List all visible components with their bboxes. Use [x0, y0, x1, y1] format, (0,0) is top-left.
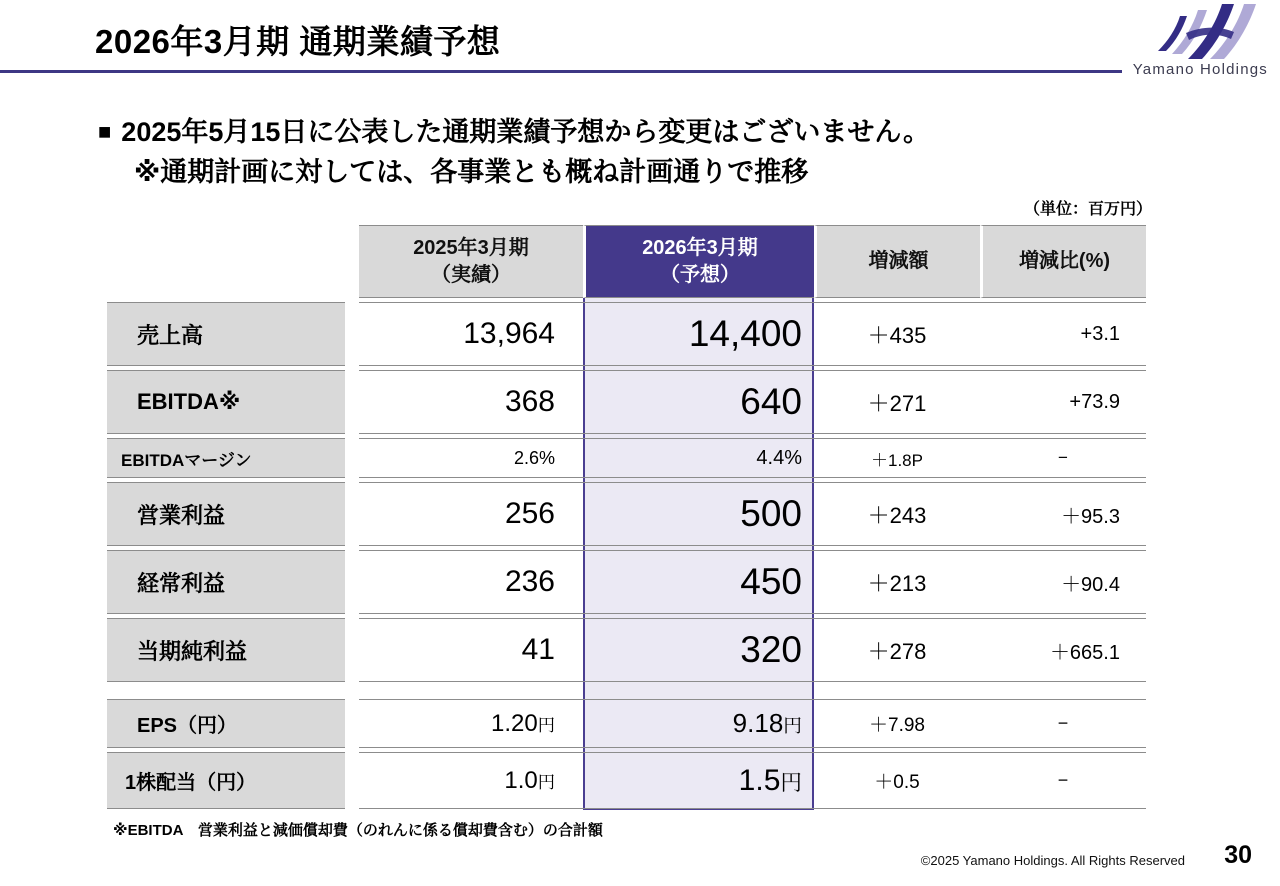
table-row: [107, 482, 1146, 546]
header-forecast-line1: 2026年3月期: [642, 236, 758, 259]
actual-cell: 13,964: [359, 302, 583, 366]
table-row: [107, 370, 1146, 434]
bullet-line2-text: ※通期計画に対しては、各事業とも概ね計画通りで推移: [134, 156, 809, 187]
gutter-cell: [345, 302, 359, 366]
forecast-cell: 320: [583, 618, 814, 682]
gutter-cell: [345, 482, 359, 546]
diff-cell: ＋1.8P: [814, 438, 980, 478]
ratio-cell: +3.1: [980, 302, 1146, 366]
actual-cell: 41: [359, 618, 583, 682]
ratio-cell: −: [980, 699, 1146, 748]
header-diff: 増減額: [814, 225, 980, 298]
table-row: [107, 438, 1146, 478]
bullet-line1-text: 2025年5月15日に公表した通期業績予想から変更はございません。: [121, 117, 931, 147]
header-actual: [359, 225, 583, 298]
diff-cell: ＋0.5: [814, 752, 980, 809]
forecast-cell: 1.5円: [583, 752, 814, 809]
actual-cell: 256: [359, 482, 583, 546]
gutter-cell: [345, 370, 359, 434]
company-logo: [1108, 3, 1268, 78]
bullet-line-1: [98, 113, 930, 153]
footnote: ※EBITDA 営業利益と減価償却費（のれんに係る償却費含む）の合計額: [113, 822, 603, 839]
unit-note: （単位：百万円）: [1023, 201, 1152, 218]
forecast-table: [107, 221, 1146, 813]
bullet-block: [98, 113, 930, 193]
gutter-cell: [345, 618, 359, 682]
forecast-cell: 640: [583, 370, 814, 434]
forecast-cell: 14,400: [583, 302, 814, 366]
row-label-cell: EPS（円）: [107, 699, 345, 748]
forecast-cell: 500: [583, 482, 814, 546]
header-actual-line2: （実績）: [431, 263, 511, 286]
diff-cell: ＋213: [814, 550, 980, 614]
row-label-cell: 1株配当（円）: [107, 752, 345, 809]
header-forecast-line2: （予想）: [660, 263, 740, 286]
gutter-cell: [345, 699, 359, 748]
forecast-cell: 450: [583, 550, 814, 614]
header-blank-cell: [107, 225, 345, 298]
row-label-cell: 当期純利益: [107, 618, 345, 682]
table-row: [107, 550, 1146, 614]
bullet-marker-icon: ■: [98, 119, 112, 144]
gutter-cell: [345, 438, 359, 478]
logo-text: Yamano Holdings: [1132, 61, 1268, 78]
page-number: 30: [1224, 841, 1252, 869]
gutter-cell: [345, 752, 359, 809]
unit-suffix: 円: [537, 714, 555, 735]
table-row: [107, 302, 1146, 366]
ratio-cell: ＋90.4: [980, 550, 1146, 614]
row-label-cell: EBITDA※: [107, 370, 345, 434]
unit-suffix: 円: [780, 769, 802, 795]
table-row: [107, 618, 1146, 682]
ratio-cell: −: [980, 438, 1146, 478]
unit-suffix: 円: [537, 771, 555, 792]
ratio-cell: −: [980, 752, 1146, 809]
actual-cell: 2.6%: [359, 438, 583, 478]
diff-cell: ＋243: [814, 482, 980, 546]
page-title: 2026年3月期 通期業績予想: [95, 23, 501, 60]
gutter-cell: [345, 550, 359, 614]
forecast-cell: 4.4%: [583, 438, 814, 478]
forecast-cell: 9.18円: [583, 699, 814, 748]
actual-cell: 1.0円: [359, 752, 583, 809]
section-gap-row: [107, 686, 1146, 695]
table-row: [107, 699, 1146, 748]
row-label-cell: EBITDAマージン: [107, 438, 345, 478]
header-row: [107, 225, 1146, 298]
unit-suffix: 円: [783, 715, 802, 736]
header-ratio: 増減比(%): [980, 225, 1146, 298]
header-actual-line1: 2025年3月期: [413, 236, 529, 259]
actual-cell: 1.20円: [359, 699, 583, 748]
data-table: [107, 221, 1146, 813]
diff-cell: ＋271: [814, 370, 980, 434]
title-divider: [0, 70, 1122, 73]
copyright: ©2025 Yamano Holdings. All Rights Reserved: [920, 853, 1185, 868]
actual-cell: 368: [359, 370, 583, 434]
ratio-cell: ＋665.1: [980, 618, 1146, 682]
ratio-cell: ＋95.3: [980, 482, 1146, 546]
row-label-cell: 営業利益: [107, 482, 345, 546]
diff-cell: ＋278: [814, 618, 980, 682]
ratio-cell: +73.9: [980, 370, 1146, 434]
logo-mark-icon: [1140, 3, 1268, 60]
gutter-cell: [345, 225, 359, 298]
header-forecast: [583, 225, 814, 298]
row-label-cell: 売上高: [107, 302, 345, 366]
diff-cell: ＋435: [814, 302, 980, 366]
diff-cell: ＋7.98: [814, 699, 980, 748]
table-row: [107, 752, 1146, 809]
actual-cell: 236: [359, 550, 583, 614]
row-label-cell: 経常利益: [107, 550, 345, 614]
